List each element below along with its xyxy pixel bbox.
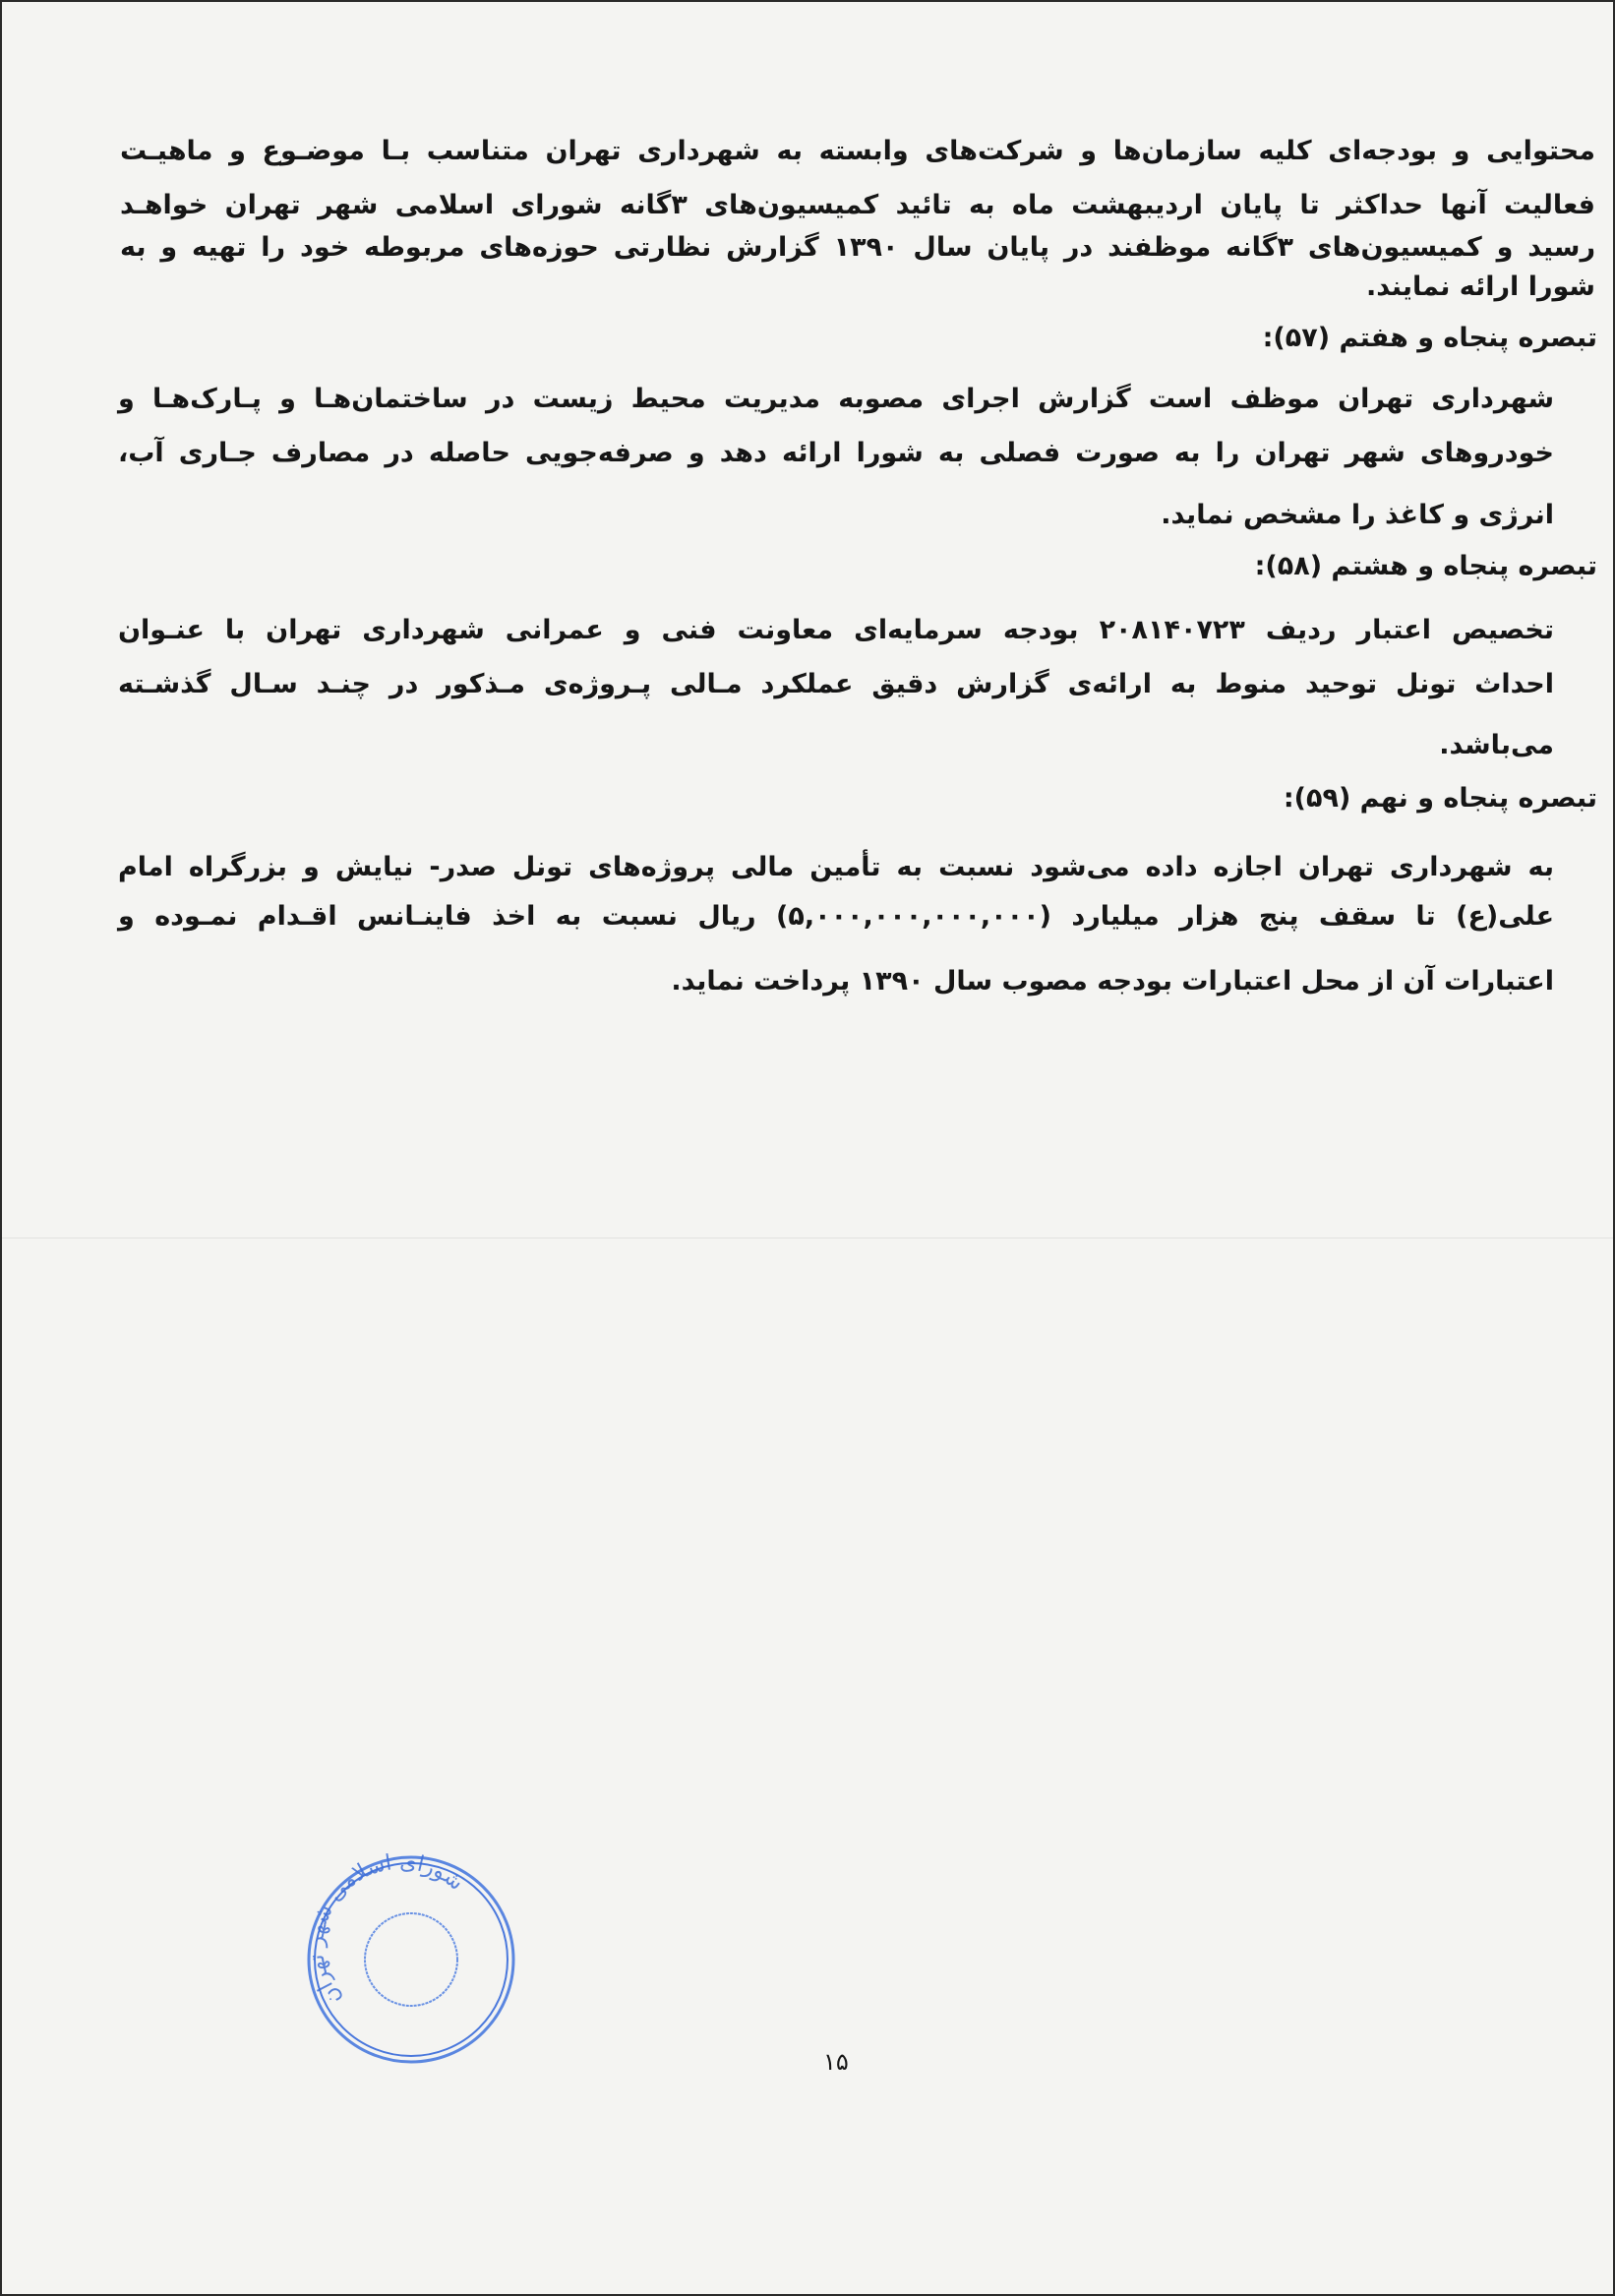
section-59-line: علی(ع) تا سقف پنج هزار میلیارد (۵,۰۰۰,۰۰۰,۰۰۰,۰۰۰) ریال نسبت به اخذ فاینـانس اقـدام نمـوده و xyxy=(118,901,1555,932)
section-57-line: خودروهای شهر تهران را به صورت فصلی به شورا ارائه دهد و صرفه‌جویی حاصله در مصارف جـاری آب، xyxy=(118,438,1554,468)
section-58-line: می‌باشد. xyxy=(1439,730,1554,760)
section-59-line: اعتبارات آن از محل اعتبارات بودجه مصوب سال ۱۳۹۰ پرداخت نماید. xyxy=(671,966,1554,997)
council-seal-stamp xyxy=(303,1851,519,2068)
section-heading-58: تبصره پنجاه و هشتم (۵۸): xyxy=(1254,551,1597,581)
section-58-line: احداث تونل توحید منوط به ارائه‌ی گزارش دقیق عملکرد مـالی پـروژه‌ی مـذکور در چنـد سـال گذشـته xyxy=(118,669,1554,699)
scan-crease-line xyxy=(0,1238,1615,1239)
section-heading-59: تبصره پنجاه و نهم (۵۹): xyxy=(1283,783,1597,814)
intro-line: محتوایی و بودجه‌ای کلیه سازمان‌ها و شرکت‌های وابسته به شهرداری تهران متناسب بـا موضـوع و ماهیـت xyxy=(120,136,1595,166)
section-57-line: انرژی و کاغذ را مشخص نماید. xyxy=(1161,500,1554,530)
section-heading-57: تبصره پنجاه و هفتم (۵۷): xyxy=(1262,323,1597,353)
section-58-line: تخصیص اعتبار ردیف ۲۰۸۱۴۰۷۲۳ بودجه سرمایه‌ای معاونت فنی و عمرانی شهرداری تهران با عنـوان xyxy=(118,615,1555,645)
intro-line: فعالیت آنها حداکثر تا پایان اردیبهشت ماه به تائید کمیسیون‌های ۳گانه شورای اسلامی شهر تهران خواهـد xyxy=(120,190,1595,220)
page-number: ۱۵ xyxy=(823,2048,849,2076)
intro-line: شورا ارائه نمایند. xyxy=(1365,272,1595,302)
svg-text:شورای اسلامی شهر تهران xyxy=(304,1851,468,2010)
intro-line: رسید و کمیسیون‌های ۳گانه موظفند در پایان سال ۱۳۹۰ گزارش نظارتی حوزه‌های مربوطه خود را تهیه و به xyxy=(120,232,1596,263)
section-59-line: به شهرداری تهران اجازه داده می‌شود نسبت به تأمین مالی پروژه‌های تونل صدر- نیایش و بزرگراه امام xyxy=(118,852,1554,882)
stamp-text: شورای اسلامی شهر تهران xyxy=(304,1851,468,2011)
section-57-line: شهرداری تهران موظف است گزارش اجرای مصوبه مدیریت محیط زیست در ساختمان‌هـا و پـارک‌هـا و xyxy=(118,384,1554,414)
